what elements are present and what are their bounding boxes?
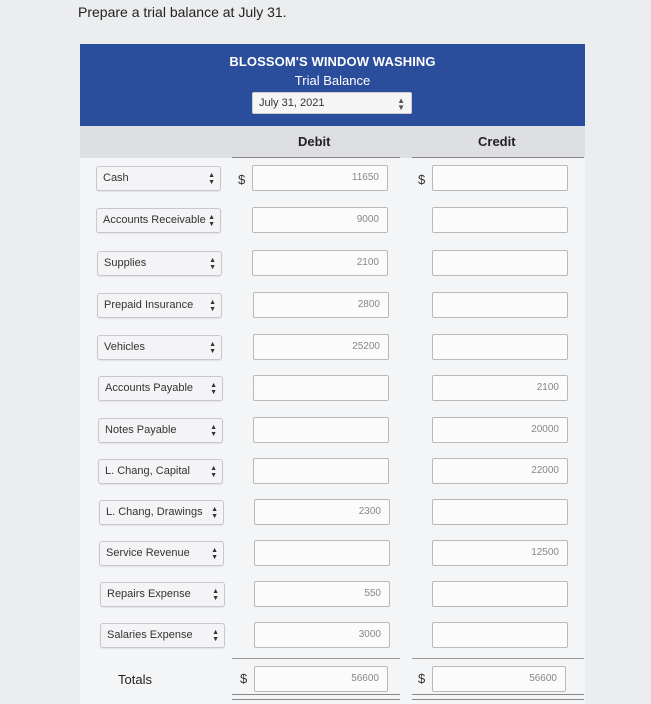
select-arrows-icon: ▲ ▼ — [210, 424, 217, 438]
credit-sum-line — [412, 658, 584, 659]
credit-input[interactable] — [432, 581, 568, 607]
account-name: Prepaid Insurance — [104, 299, 194, 311]
account-select[interactable] — [97, 251, 222, 276]
account-name: Notes Payable — [105, 424, 177, 436]
debit-sum-line — [232, 658, 400, 659]
select-arrows-icon: ▲ ▼ — [208, 214, 215, 228]
account-select[interactable] — [98, 376, 223, 401]
account-name: Vehicles — [104, 341, 145, 353]
debit-input[interactable]: 2100 — [252, 250, 388, 276]
account-name: Cash — [103, 172, 129, 184]
debit-input[interactable] — [254, 540, 390, 566]
account-name: Service Revenue — [106, 547, 190, 559]
credit-input[interactable]: 22000 — [432, 458, 568, 484]
select-arrows-icon: ▲ ▼ — [211, 547, 218, 561]
select-arrows-icon: ▲ ▼ — [211, 506, 218, 520]
account-select[interactable] — [98, 459, 223, 484]
debit-input[interactable]: 25200 — [253, 334, 389, 360]
select-arrows-icon: ▲ ▼ — [212, 629, 219, 643]
debit-column-header: Debit — [298, 134, 331, 149]
credit-input[interactable] — [432, 207, 568, 233]
debit-input[interactable] — [253, 458, 389, 484]
debit-input[interactable]: 2800 — [253, 292, 389, 318]
account-select[interactable] — [96, 166, 221, 191]
select-arrows-icon: ▲ ▼ — [209, 299, 216, 313]
credit-input[interactable] — [432, 292, 568, 318]
debit-input[interactable]: 11650 — [252, 165, 388, 191]
credit-dollar-sign: $ — [418, 172, 426, 187]
account-name: L. Chang, Drawings — [106, 506, 203, 518]
company-name: BLOSSOM'S WINDOW WASHING — [229, 54, 436, 69]
totals-credit-input[interactable]: 56600 — [432, 666, 566, 692]
debit-header-underline — [232, 157, 400, 158]
account-name: Salaries Expense — [107, 629, 193, 641]
select-arrows-icon: ▲ ▼ — [397, 96, 405, 112]
instruction-text: Prepare a trial balance at July 31. — [78, 4, 287, 20]
credit-double-underline — [412, 694, 584, 700]
account-select[interactable] — [100, 582, 225, 607]
report-header — [80, 44, 585, 126]
report-title: Trial Balance — [294, 73, 371, 88]
account-select[interactable] — [99, 541, 224, 566]
debit-double-underline — [232, 694, 400, 700]
totals-credit-dollar-sign: $ — [418, 671, 426, 686]
account-name: Repairs Expense — [107, 588, 191, 600]
credit-input[interactable]: 20000 — [432, 417, 568, 443]
debit-input[interactable]: 9000 — [252, 207, 388, 233]
account-select[interactable] — [96, 208, 221, 233]
date-select[interactable] — [252, 92, 412, 114]
totals-debit-input[interactable]: 56600 — [254, 666, 388, 692]
credit-input[interactable] — [432, 499, 568, 525]
select-arrows-icon: ▲ ▼ — [208, 172, 215, 186]
credit-input[interactable] — [432, 165, 568, 191]
account-select[interactable] — [100, 623, 225, 648]
debit-input[interactable] — [253, 417, 389, 443]
totals-label: Totals — [118, 672, 152, 687]
select-arrows-icon: ▲ ▼ — [209, 341, 216, 355]
totals-debit-dollar-sign: $ — [240, 671, 248, 686]
account-name: Accounts Receivable — [103, 214, 206, 226]
select-arrows-icon: ▲ ▼ — [209, 257, 216, 271]
account-select[interactable] — [97, 293, 222, 318]
credit-input[interactable] — [432, 334, 568, 360]
credit-input[interactable] — [432, 250, 568, 276]
credit-column-header: Credit — [478, 134, 516, 149]
account-name: Supplies — [104, 257, 147, 269]
account-select[interactable] — [97, 335, 222, 360]
debit-input[interactable]: 550 — [254, 581, 390, 607]
account-select[interactable] — [98, 418, 223, 443]
credit-input[interactable]: 2100 — [432, 375, 568, 401]
account-name: Accounts Payable — [105, 382, 194, 394]
select-arrows-icon: ▲ ▼ — [210, 465, 217, 479]
credit-input[interactable]: 12500 — [432, 540, 568, 566]
debit-input[interactable]: 2300 — [254, 499, 390, 525]
select-arrows-icon: ▲ ▼ — [212, 588, 219, 602]
credit-input[interactable] — [432, 622, 568, 648]
account-name: L. Chang, Capital — [105, 465, 190, 477]
debit-input[interactable] — [253, 375, 389, 401]
select-arrows-icon: ▲ ▼ — [210, 382, 217, 396]
date-value: July 31, 2021 — [259, 97, 325, 109]
debit-input[interactable]: 3000 — [254, 622, 390, 648]
account-select[interactable] — [99, 500, 224, 525]
credit-header-underline — [412, 157, 584, 158]
debit-dollar-sign: $ — [238, 172, 246, 187]
